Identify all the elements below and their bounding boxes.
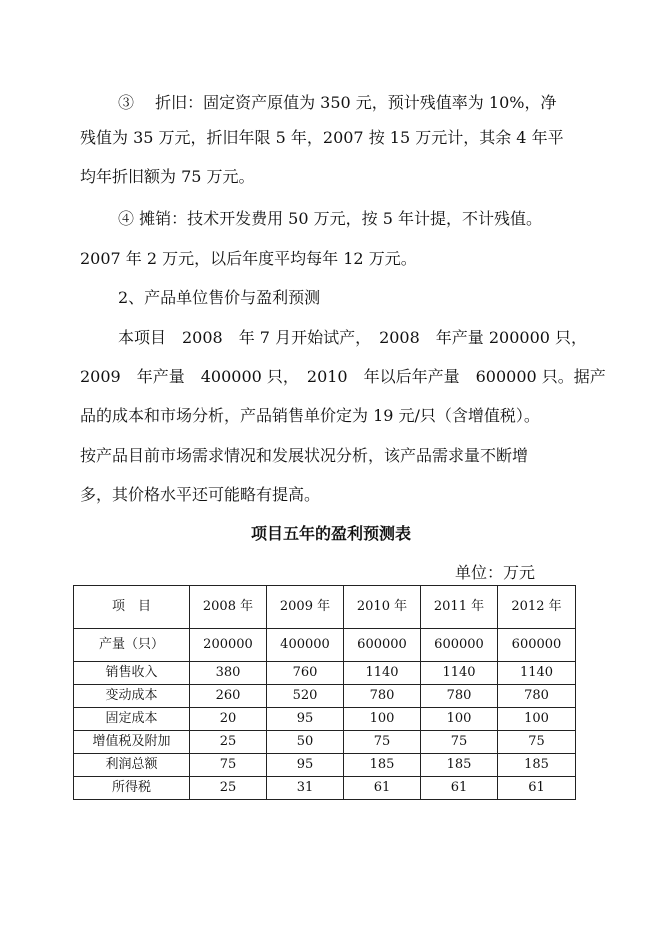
paragraph-forecast-line-1: 本项目 2008 年 7 月开始试产， 2008 年产量 200000 只， bbox=[118, 328, 588, 347]
table-cell: 1140 bbox=[344, 662, 421, 685]
table-cell: 520 bbox=[267, 685, 344, 708]
table-header-row bbox=[74, 586, 576, 629]
table-row bbox=[74, 662, 576, 685]
table-cell: 400000 bbox=[267, 629, 344, 662]
table-cell: 75 bbox=[421, 731, 498, 754]
paragraph-amortization-line-2: 2007 年 2 万元，以后年度平均每年 12 万元。 bbox=[80, 249, 417, 268]
table-cell: 50 bbox=[267, 731, 344, 754]
table-cell: 20 bbox=[190, 708, 267, 731]
table-cell: 固定成本 bbox=[74, 708, 190, 731]
table-cell: 760 bbox=[267, 662, 344, 685]
table-cell: 100 bbox=[344, 708, 421, 731]
paragraph-forecast-line-4: 按产品目前市场需求情况和发展状况分析，该产品需求量不断增 bbox=[80, 446, 529, 465]
header-cell: 2008 年 bbox=[190, 586, 267, 629]
table-title: 项目五年的盈利预测表 bbox=[250, 524, 411, 543]
table-cell: 200000 bbox=[190, 629, 267, 662]
table-cell: 380 bbox=[190, 662, 267, 685]
table-cell: 185 bbox=[344, 754, 421, 777]
table-cell: 260 bbox=[190, 685, 267, 708]
paragraph-amortization-line-1: ④ 摊销：技术开发费用 50 万元，按 5 年计提，不计残值。 bbox=[118, 209, 542, 228]
table-cell: 产量（只） bbox=[74, 629, 190, 662]
table-cell: 1140 bbox=[421, 662, 498, 685]
table-cell: 780 bbox=[344, 685, 421, 708]
table-unit: 单位：万元 bbox=[455, 563, 536, 582]
paragraph-depreciation-line-1: ③ 折旧：固定资产原值为 350 元，预计残值率为 10%，净 bbox=[118, 93, 557, 112]
paragraph-forecast-line-2: 2009 年产量 400000 只， 2010 年以后年产量 600000 只。据产 bbox=[80, 367, 606, 386]
table-cell: 25 bbox=[190, 777, 267, 800]
table-cell: 变动成本 bbox=[74, 685, 190, 708]
header-cell: 2009 年 bbox=[267, 586, 344, 629]
paragraph-depreciation-line-3: 均年折旧额为 75 万元。 bbox=[80, 167, 255, 186]
table-row bbox=[74, 629, 576, 662]
paragraph-depreciation-line-2: 残值为 35 万元，折旧年限 5 年，2007 按 15 万元计，其余 4 年平 bbox=[80, 128, 564, 147]
paragraph-forecast-line-3: 品的成本和市场分析，产品销售单价定为 19 元/只（含增值税）。 bbox=[80, 406, 540, 425]
table-cell: 95 bbox=[267, 754, 344, 777]
header-cell: 2011 年 bbox=[421, 586, 498, 629]
table-cell: 600000 bbox=[498, 629, 576, 662]
paragraph-forecast-line-5: 多，其价格水平还可能略有提高。 bbox=[80, 485, 321, 504]
table-cell: 1140 bbox=[498, 662, 576, 685]
table-cell: 185 bbox=[498, 754, 576, 777]
table-cell: 75 bbox=[190, 754, 267, 777]
table-cell: 600000 bbox=[421, 629, 498, 662]
table-cell: 185 bbox=[421, 754, 498, 777]
table-cell: 增值税及附加 bbox=[74, 731, 190, 754]
section-heading: 2、产品单位售价与盈利预测 bbox=[118, 288, 321, 307]
table-cell: 100 bbox=[498, 708, 576, 731]
table-cell: 利润总额 bbox=[74, 754, 190, 777]
table-cell: 75 bbox=[344, 731, 421, 754]
table-cell: 75 bbox=[498, 731, 576, 754]
table-row bbox=[74, 731, 576, 754]
table-cell: 销售收入 bbox=[74, 662, 190, 685]
table-cell: 780 bbox=[498, 685, 576, 708]
profit-forecast-table bbox=[73, 585, 576, 800]
table-cell: 61 bbox=[498, 777, 576, 800]
table-cell: 61 bbox=[421, 777, 498, 800]
header-cell: 2010 年 bbox=[344, 586, 421, 629]
table-cell: 61 bbox=[344, 777, 421, 800]
table-cell: 25 bbox=[190, 731, 267, 754]
table-row bbox=[74, 708, 576, 731]
table-row bbox=[74, 685, 576, 708]
table-cell: 31 bbox=[267, 777, 344, 800]
table-cell: 600000 bbox=[344, 629, 421, 662]
table-cell: 所得税 bbox=[74, 777, 190, 800]
header-cell: 项 目 bbox=[74, 586, 190, 629]
table-cell: 100 bbox=[421, 708, 498, 731]
table-row bbox=[74, 777, 576, 800]
table-cell: 95 bbox=[267, 708, 344, 731]
header-cell: 2012 年 bbox=[498, 586, 576, 629]
table-row bbox=[74, 754, 576, 777]
table-cell: 780 bbox=[421, 685, 498, 708]
